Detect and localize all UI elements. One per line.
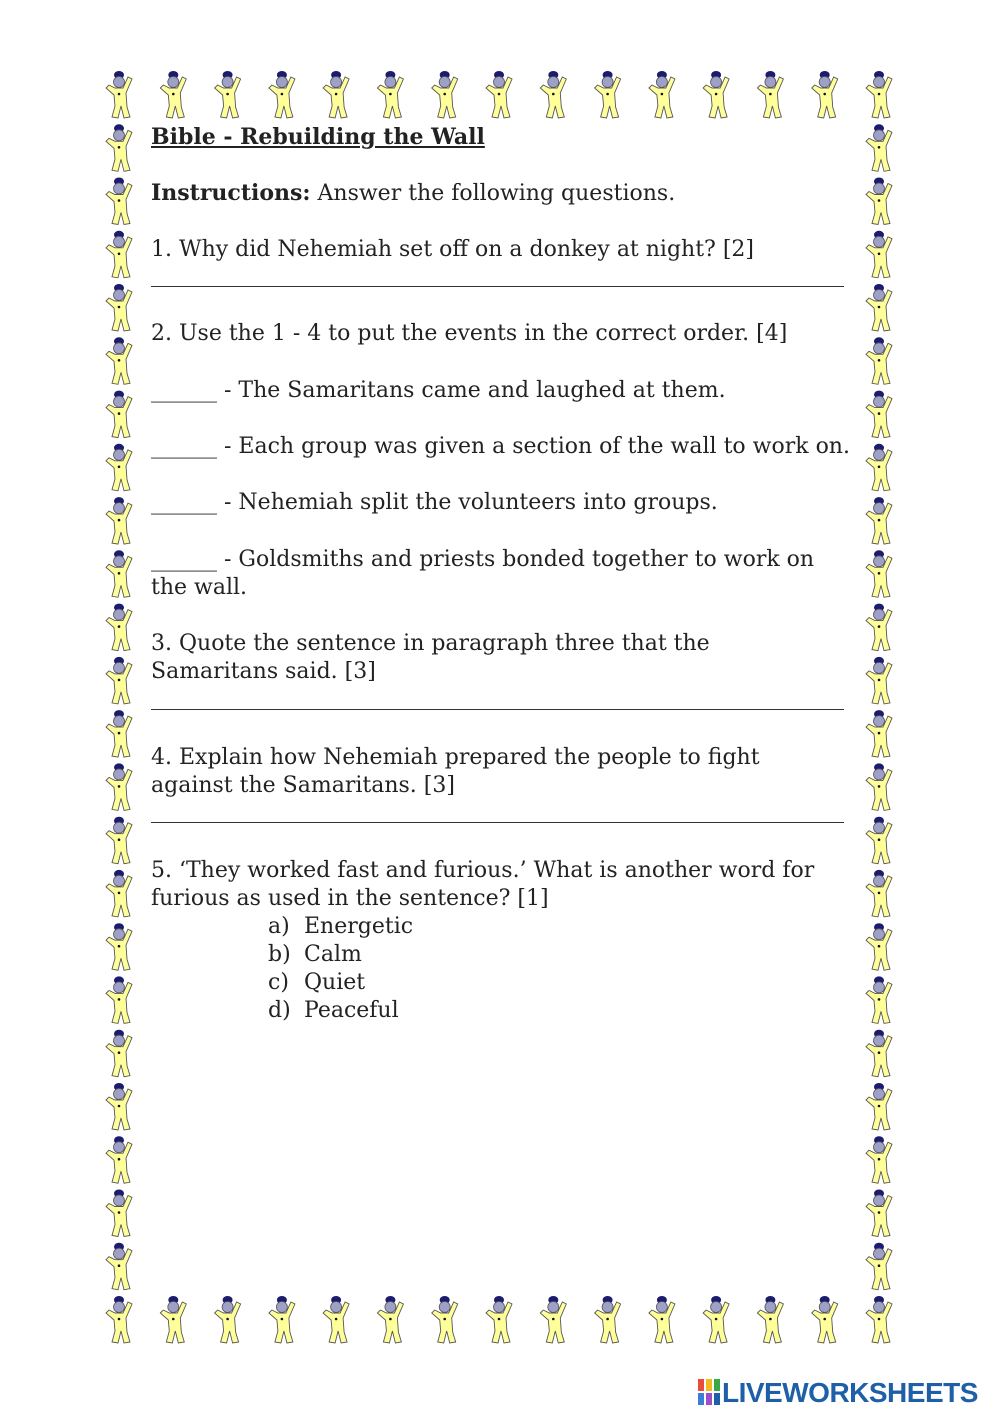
border-figure-icon bbox=[106, 1030, 132, 1077]
logo-text: LIVEWORKSHEETS bbox=[722, 1377, 978, 1408]
border-figure-icon bbox=[106, 178, 132, 225]
border-figure-icon bbox=[106, 1296, 132, 1343]
border-figure-icon bbox=[866, 1083, 892, 1130]
border-figure-icon bbox=[866, 550, 892, 597]
border-figure-icon bbox=[377, 71, 403, 118]
option-text: Calm bbox=[304, 942, 362, 967]
border-figure-icon bbox=[106, 870, 132, 917]
border-figure-icon bbox=[866, 923, 892, 970]
border-figure-icon bbox=[866, 1136, 892, 1183]
border-figure-icon bbox=[106, 444, 132, 491]
border-figure-icon bbox=[106, 71, 132, 118]
option-letter: a) bbox=[268, 914, 290, 939]
border-figure-icon bbox=[757, 71, 783, 118]
instructions bbox=[151, 179, 675, 208]
border-figure-icon bbox=[106, 1083, 132, 1130]
option-letter: d) bbox=[268, 998, 291, 1023]
event-item: ______ - The Samaritans came and laughed at them. bbox=[151, 378, 726, 403]
border-figure-icon bbox=[432, 1296, 458, 1343]
border-figure-icon bbox=[106, 284, 132, 331]
border-figure-icon bbox=[323, 1296, 349, 1343]
border-figure-icon bbox=[106, 923, 132, 970]
border-figure-icon bbox=[160, 1296, 186, 1343]
border-figure-icon bbox=[866, 817, 892, 864]
answer-line-3[interactable] bbox=[151, 709, 844, 710]
border-figure-icon bbox=[377, 1296, 403, 1343]
border-figure-icon bbox=[595, 71, 621, 118]
border-figure-icon bbox=[106, 550, 132, 597]
border-figure-icon bbox=[866, 763, 892, 810]
option-letter: b) bbox=[268, 942, 291, 967]
border-figure-icon bbox=[812, 71, 838, 118]
answer-line-4[interactable] bbox=[151, 822, 844, 823]
border-figure-icon bbox=[160, 71, 186, 118]
border-figure-icon bbox=[106, 1243, 132, 1290]
logo-icon bbox=[698, 1379, 720, 1405]
question-5: 5. ‘They worked fast and furious.’ What is another word for furious as used in the sentence? [1] bbox=[151, 858, 815, 911]
border-figure-icon bbox=[866, 178, 892, 225]
border-figure-icon bbox=[866, 1030, 892, 1077]
border-figure-icon bbox=[540, 1296, 566, 1343]
border-figure-icon bbox=[866, 444, 892, 491]
option-text: Peaceful bbox=[304, 998, 399, 1023]
instructions-label: Instructions: bbox=[151, 180, 311, 206]
border-figure-icon bbox=[866, 657, 892, 704]
border-figure-icon bbox=[649, 71, 675, 118]
border-figure-icon bbox=[866, 391, 892, 438]
border-figure-icon bbox=[703, 71, 729, 118]
border-figure-icon bbox=[106, 763, 132, 810]
border-figure-icon bbox=[866, 870, 892, 917]
border-figure-icon bbox=[866, 976, 892, 1023]
border-figure-icon bbox=[269, 1296, 295, 1343]
border-figure-icon bbox=[866, 1190, 892, 1237]
option-text: Energetic bbox=[304, 914, 414, 939]
border-figure-icon bbox=[866, 124, 892, 171]
event-item: ______ - Each group was given a section of the wall to work on. bbox=[151, 434, 850, 459]
question-3: 3. Quote the sentence in paragraph three that the Samaritans said. [3] bbox=[151, 631, 710, 684]
border-figure-icon bbox=[866, 497, 892, 544]
option-letter: c) bbox=[268, 970, 289, 995]
border-figure-icon bbox=[866, 71, 892, 118]
question-4: 4. Explain how Nehemiah prepared the people to fight against the Samaritans. [3] bbox=[151, 745, 760, 798]
border-figure-icon bbox=[866, 710, 892, 757]
border-figure-icon bbox=[812, 1296, 838, 1343]
border-figure-icon bbox=[866, 1243, 892, 1290]
border-figure-icon bbox=[540, 71, 566, 118]
worksheet-title: Bible - Rebuilding the Wall bbox=[151, 124, 485, 150]
border-figure-icon bbox=[486, 1296, 512, 1343]
border-figure-icon bbox=[106, 817, 132, 864]
border-figure-icon bbox=[432, 71, 458, 118]
answer-line-1[interactable] bbox=[151, 286, 844, 287]
border-figure-icon bbox=[595, 1296, 621, 1343]
border-figure-icon bbox=[866, 604, 892, 651]
border-figure-icon bbox=[649, 1296, 675, 1343]
border-figure-icon bbox=[106, 497, 132, 544]
border-figure-icon bbox=[106, 710, 132, 757]
border-figure-icon bbox=[757, 1296, 783, 1343]
border-figure-icon bbox=[106, 604, 132, 651]
border-figure-icon bbox=[323, 71, 349, 118]
border-figure-icon bbox=[866, 337, 892, 384]
border-figure-icon bbox=[106, 1136, 132, 1183]
border-figure-icon bbox=[269, 71, 295, 118]
border-figure-icon bbox=[486, 71, 512, 118]
border-figure-icon bbox=[866, 284, 892, 331]
option-text: Quiet bbox=[304, 970, 366, 995]
liveworksheets-logo[interactable] bbox=[698, 1376, 998, 1412]
border-figure-icon bbox=[106, 976, 132, 1023]
question-2: 2. Use the 1 - 4 to put the events in the correct order. [4] bbox=[151, 321, 788, 346]
border-figure-icon bbox=[106, 124, 132, 171]
instructions-text: Answer the following questions. bbox=[310, 181, 676, 206]
border-figure-icon bbox=[703, 1296, 729, 1343]
border-figure-icon bbox=[106, 391, 132, 438]
border-figure-icon bbox=[215, 1296, 241, 1343]
border-figure-icon bbox=[106, 1190, 132, 1237]
border-figure-icon bbox=[866, 231, 892, 278]
border-figure-icon bbox=[106, 657, 132, 704]
border-figure-icon bbox=[106, 231, 132, 278]
event-item: ______ - Goldsmiths and priests bonded together to work on the wall. bbox=[151, 547, 815, 600]
event-item: ______ - Nehemiah split the volunteers into groups. bbox=[151, 490, 718, 515]
border-figure-icon bbox=[106, 337, 132, 384]
border-figure-icon bbox=[866, 1296, 892, 1343]
question-1: 1. Why did Nehemiah set off on a donkey at night? [2] bbox=[151, 237, 755, 262]
border-figure-icon bbox=[215, 71, 241, 118]
